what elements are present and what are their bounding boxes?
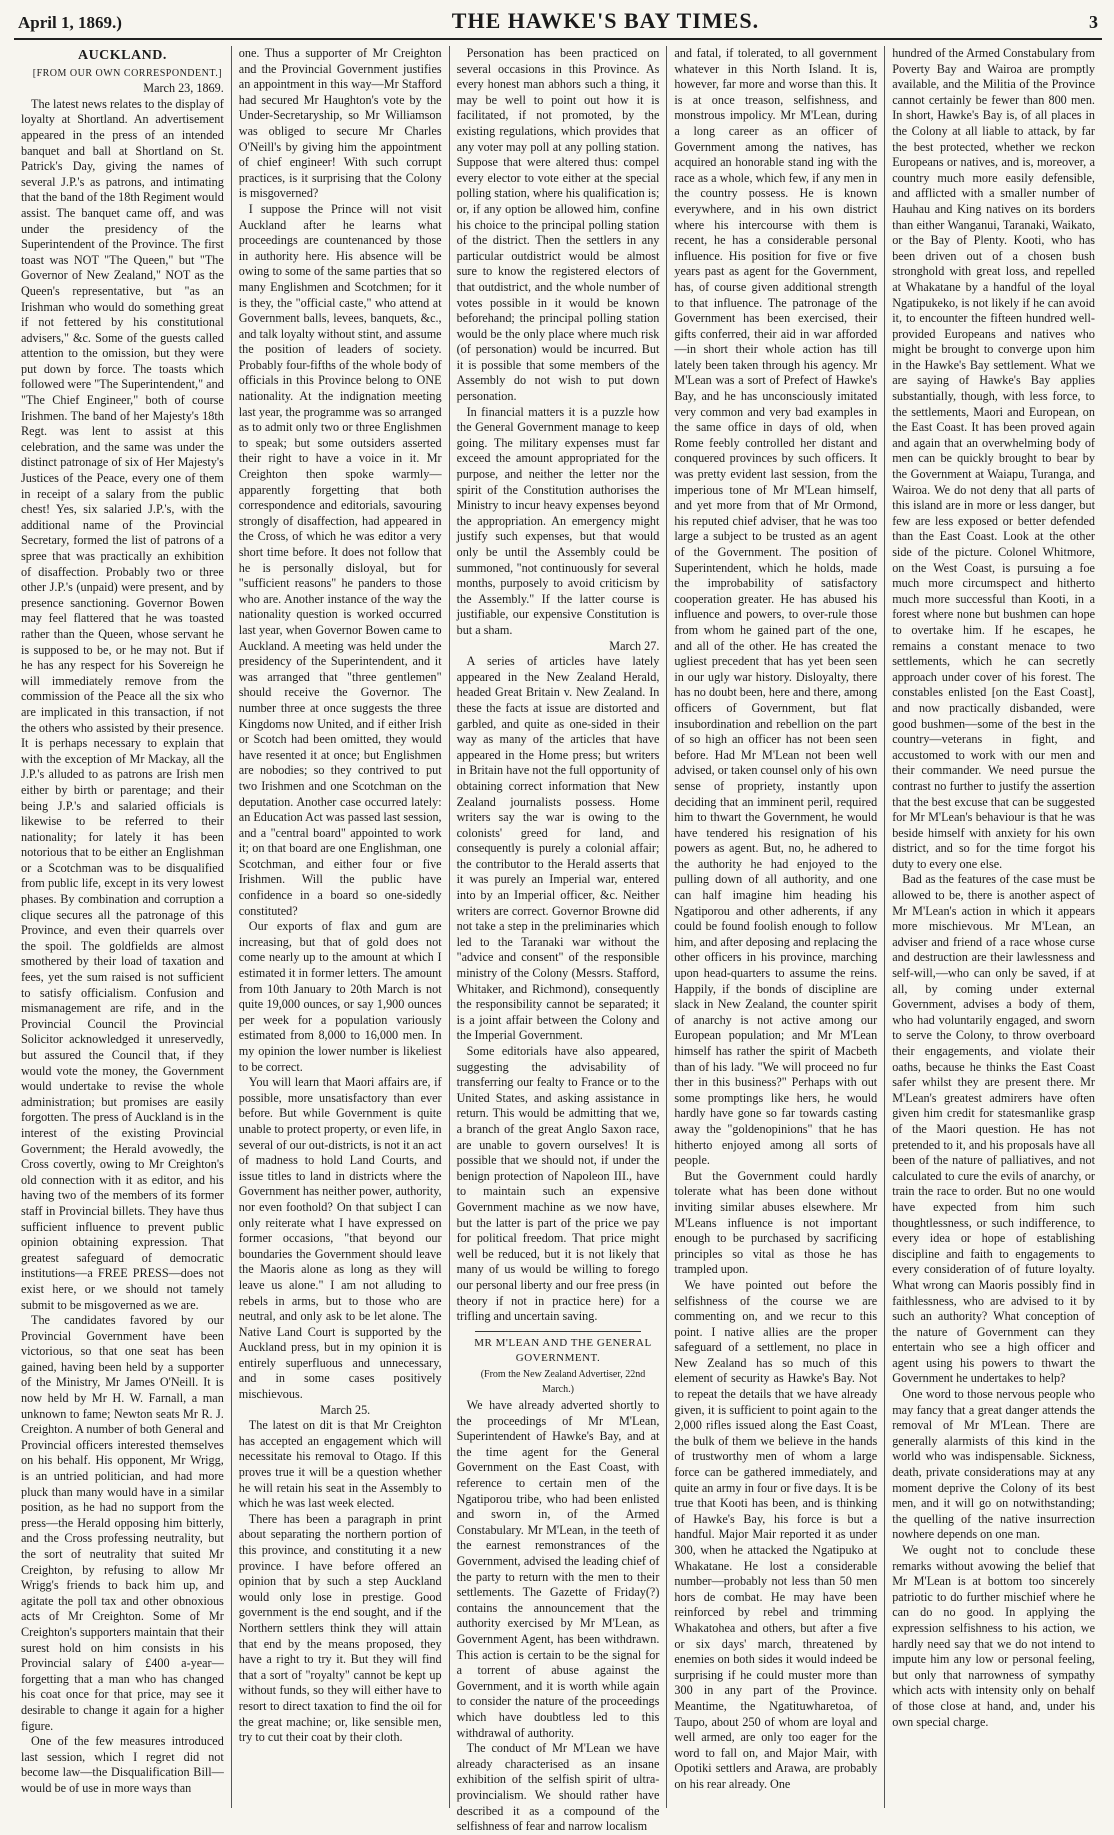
- dateline: March 27.: [609, 638, 660, 653]
- columns: [14, 46, 1102, 1834]
- paragraph: and fatal, if tolerated, to all government whatever in this North Island. It is, however, far more and worse than this. It is at once treason, selfishness, and monstrous impolicy. Mr M'Lean, during a long career as an officer of Government among the natives, has acquired an honorable stand ing with the race as a whole, which few, if any men in the country possess. He is known everywhere, and in his own district where his intercourse with them is recent, he has a considerable personal influence. His position for five or five years past as agent for the Government, has, of course given additional strength to that influence. The patronage of the Government has been exercised, their gifts conferred, their aid in war afforded—in short their whole action has till lately been taken through his agency. Mr M'Lean was a sort of Prefect of Hawke's Bay, and he has unconsciously imitated very common and very bad examples in the same office in days of old, when Rome feebly controlled her distant and conquered provinces by such officers. It was pretty evident last session, from the imperious tone of Mr M'Lean himself, and yet more from that of Mr Ormond, his reputed chief adviser, that he was too large a subject to be trusted as an agent of the Government. The position of Superintendent, which he holds, made the improbability of satisfactory cooperation greater. He has abused his influence and powers, to over-rule those from whom he gained part of the one, and all of the other. He has created the ugliest precedent that has yet been seen in our ugly war history. Disloyalty, there has no doubt been, here and there, among officers of Government, but flat insubordination and rebellion on the part of so high an officer has not been seen before. Had Mr M'Lean not been well advised, or taken counsel only of his own sense of propriety, instantly upon deciding that an imminent peril, required him to thwart the Government, he would have tendered his resignation of his powers as agent. But, no, he adhered to the authority he had enjoyed to the pulling down of all authority, and one can half imagine him heading his Ngatiporou and other adherents, if any could be found foolish enough to follow him, and after deposing and replacing the other officers in his province, marching upon head-quarters to assume the reins. Happily, if the bonds of discipline are slack in New Zealand, the counter spirit of anarchy is not active among our European population; and Mr M'Lean himself has rather the spirit of Macbeth than of his lady. "We will proceed no fur ther in this business?" Perhaps with out some promptings like hers, he would hardly have gone so far towards casting away the "goldenopinions" that he has hitherto enjoyed among all sorts of people.: [674, 46, 878, 1168]
- article-title: MR M'LEAN AND THE GENERAL GOVERNMENT.: [474, 1336, 652, 1365]
- page-number: 3: [1088, 12, 1098, 32]
- paragraph: One of the few measures introduced last session, which I regret did not become law—the Disqualification Bill—would be of use in more ways than: [21, 1734, 224, 1795]
- newspaper-title: THE HAWKE'S BAY TIMES.: [451, 8, 760, 33]
- paragraph: hundred of the Armed Constabulary from Poverty Bay and Wairoa are promptly available, and the Militia of the Province cannot certainly be fewer than 800 men. In short, Hawke's Bay is, of all places in the Colony at all liable to attack, by far the best protected, whether we reckon Europeans or natives, and is, moreover, a country much more easily defensible, and afflicted with a smaller number of Hauhau and King natives on its borders than either Wanganui, Taranaki, Waikato, or the Bay of Plenty. Kooti, who has been driven out of a chosen bush stronghold with great loss, and repelled at Whakatane by a handful of the loyal Ngatipukeko, is not likely if he can avoid it, to encounter the fifteen hundred well-provided Europeans and natives who might be brought to converge upon him in the Hawke's Bay settlement. What we are saying of Hawke's Bay applies substantially, though, with less force, to the settlements, Maori and European, on the East Coast. It has been proved again and again that an overwhelming body of men can be quickly brought to bear by the Government at Waiapu, Turanga, and Wairoa. We do not deny that all parts of this island are in more or less danger, but few are less exposed or better defended than the East Coast. Look at the other side of the picture. Colonel Whitmore, on the West Coast, is pursuing a foe much more circumspect and hitherto much more successful than Kooti, in a forest where none but bushmen can hope to overtake him. If he escapes, he remains a constant menace to two settlements, which he can secretly approach under cover of his forest. The constables enlisted [on the East Coast], and now practically disbanded, were good bushmen—some of the best in the country—veterans in fight, and accustomed to work with our men and their commander. We need pursue the contrast no further to justify the assertion that the best excuse that can be suggested for Mr M'Lean's behaviour is that he was beside himself with anxiety for his own district, and so for the time forgot his duty to every one else.: [892, 46, 1095, 871]
- column-1: [14, 46, 232, 1808]
- paragraph: There has been a paragraph in print about separating the northern portion of this province, and constituting it a new province. I have before offered an opinion that by such a step Auckland would only lose in prestige. Good government is the end sought, and if the Northern settlers think they will attain that end by the means proposed, they have a right to try it. But they will find that a sort of "royalty" cannot be kept up without funds, so they will either have to resort to direct taxation to find the oil for the great machine; or, like sensible men, try to cut their coat by their cloth.: [238, 1511, 442, 1745]
- article-source: (From the New Zealand Advertiser, 22nd March.): [480, 1368, 646, 1396]
- divider: [475, 1331, 642, 1332]
- paragraph: You will learn that Maori affairs are, if possible, more unsatisfactory than ever before. But while Government is quite unable to protect property, or even life, in several of our out-districts, is not it an act of madness to hold Land Courts, and issue titles to land in districts where the Government has neither power, authority, nor even foothold? On that subject I can only reiterate what I have expressed on former occasions, "that beyond our boundaries the Government should leave the Maoris alone as long as they will leave us alone." I am not alluding to rebels in arms, but to those who are neutral, and only ask to be let alone. The Native Land Court is supported by the Auckland press, but in my opinion it is entirely superfluous and unnecessary, and in some cases positively mischievous.: [238, 1075, 442, 1402]
- paragraph: Personation has been practiced on several occasions in this Province. As every honest man abhors such a thing, it may be well to point out how it is facilitated, if not promoted, by the existing regulations, which provides that any voter may poll at any polling station. Suppose that were altered thus: compel every elector to vote either at the special polling station, where his qualification is; or, if any option be allowed him, confine his choice to the principal polling station of the district. Then the settlers in any particular outdistrict would be almost sure to know the registered electors of that outdistrict, and the whole number of votes possible in it would be known beforehand; the principal polling station would be the only place where much risk (of personation) would be incurred. But it is possible that some members of the Assembly do not wish to put down personation.: [456, 46, 660, 404]
- paragraph: Bad as the features of the case must be allowed to be, there is another aspect of Mr M'Lean's action in which it appears more mischievous. Mr M'Lean, an adviser and friend of a race whose curse and destruction are their lawlessness and self-will,—who can only be saved, if at all, by coming under external Government, advises a body of them, who had voluntarily engaged, and sworn to serve the Colony, to throw overboard their engagements, and violate their oaths, because he thinks the East Coast safer whilst they are present there. Mr M'Lean's greatest admirers have often given him credit for statesmanlike grasp of the Maori question. He has not pretended to it, and his proposals have all been of the nature of palliatives, and not calculated to cure the evils of anarchy, or train the race to order. But no one would have expected from him such thoughtlessness, or such indifference, to every idea or hope of establishing discipline and faith to engagements to every consideration of of future loyalty. What wrong can Maoris possibly find in faithlessness, who are advised to it by such an authority? What conception of the nature of Government can they entertain who see a high officer and agent using his powers to thwart the Government he undertakes to help?: [892, 872, 1095, 1386]
- paragraph: The latest on dit is that Mr Creighton has accepted an engagement which will necessitate his removal to Otago. If this proves true it will be a question whether he will retain his seat in the Assembly to which he was last week elected.: [238, 1418, 442, 1511]
- issue-date: April 1, 1869.): [18, 13, 122, 32]
- dateline: March 23, 1869.: [143, 81, 224, 96]
- masthead: [14, 8, 1102, 40]
- column-4: [667, 46, 885, 1808]
- paragraph: One word to those nervous people who may fancy that a great danger attends the removal of Mr M'Lean. There are generally alarmists of this kind in the world who was indispensable. Sickness, death, private considerations may at any moment deprive the Colony of its best men, and it will go on notwithstanding; the quelling of the native insurrection nowhere depends on one man.: [892, 1387, 1095, 1542]
- column-3: [450, 46, 668, 1834]
- paragraph: The latest news relates to the display of loyalty at Shortland. An advertisement appeared in the press of an intended banquet and ball at Shortland on St. Patrick's Day, giving the names of several J.P.'s as patrons, and intimating that the band of the 18th Regiment would assist. The banquet came off, and was under the presidency of the Superintendent of the Province. The first toast was NOT "The Queen," but "The Governor of New Zealand," NOT as the Queen's representative, but "as an Irishman who would do something great if not fettered by his constitutional advisers," &c. Some of the guests called attention to the omission, but they were put down by force. The toasts which followed were "The Superintendent," and "The Chief Engineer," both of course Irishmen. The band of her Majesty's 18th Regt. was lent to assist at this celebration, and the same was under the distinct patronage of six of Her Majesty's Justices of the Peace, every one of them in receipt of a salary from the public chest! Yes, six salaried J.P.'s, with the additional name of the Provincial Secretary, formed the list of patrons of a spree that was practically an exhibition of disaffection. Probably two or three other J.P.'s (unpaid) were present, and by presence sanctioning. Governor Bowen may feel flattered that he was toasted rather than the Queen, whose servant he is supposed to be, or he may not. But if he has any respect for his Sovereign he will immediately remove from the commission of the Peace all the six who are implicated in this transaction, if not the others who assisted by their presence. It is perhaps necessary to explain that with the exception of Mr Mackay, all the J.P.'s alluded to as patrons are Irish men either by birth or parentage; and their being J.P.'s and salaried officials is likewise to be referred to their nationality; for lately it has been notorious that to be either an Englishman or a Scotchman was to be disqualified from public life, except in its very lowest phases. By combination and corruption a clique secures all the patronage of this Province, and even their quarrels over the spoil. The goldfields are almost smothered by their load of taxation and fees, yet the sum raised is not sufficient to satisfy officialism. Confusion and mismanagement are rife, and in the Provincial Council the Provincial Solicitor acknowledged it unreservedly, but assured the Council that, if they would vote the money, the Government would undertake to revise the whole administration; but promises are easily forgotten. The press of Auckland is in the interest of the existing Provincial Government; the Herald avowedly, the Cross covertly, owing to Mr Creighton's old connection with it as editor, and his having two of the members of its former staff in Provincial billets. They have thus sufficient influence to prevent public opinion obtaining expression. That greatest safeguard of democratic institutions—a FREE PRESS—does not exist here, or we should not tamely submit to be misgoverned as we are.: [21, 96, 224, 1312]
- byline: [FROM OUR OWN CORRESPONDENT.]: [32, 67, 223, 79]
- paragraph: We have already adverted shortly to the proceedings of Mr M'Lean, Superintendent of Hawke's Bay, and at the time agent for the General Government on the East Coast, with reference to certain men of the Ngatiporou tribe, who had been enlisted and sworn in, of the Armed Constabulary. Mr M'Lean, in the teeth of the earnest remonstrances of the Government, advised the leading chief of the party to return with the men to their settlements. The Gazette of Friday(?) contains the announcement that the authority exercised by Mr M'Lean, as Government Agent, has been withdrawn. This action is certain to be the signal for a torrent of abuse against the Government, and it is worth while again to consider the nature of the proceedings which have doubtless led to this withdrawal of authority.: [456, 1398, 660, 1740]
- column-2: [232, 46, 450, 1808]
- section-title-auckland: AUCKLAND.: [77, 48, 167, 63]
- paragraph: Some editorials have also appeared, suggesting the advisability of transferring our fealty to France or to the United States, and asking assistance in return. This would be admitting that we, a branch of the great Anglo Saxon race, are unable to govern ourselves! It is possible that we should not, if under the benign protection of Napoleon III., have to maintain such an expensive Government machine as we now have, but the latter is part of the price we pay for political freedom. That price might well be reduced, but it is not likely that many of us would be willing to forego our personal liberty and our free press (in theory if not in practice here) for a trifling and uncertain saving.: [456, 1044, 660, 1324]
- dateline: March 25.: [320, 1402, 371, 1417]
- paragraph: But the Government could hardly tolerate what has been done without inviting similar abuses elsewhere. Mr M'Leans influence is not important enough to be purchased by sacrificing principles so vital as those he has trampled upon.: [674, 1168, 878, 1277]
- paragraph: I suppose the Prince will not visit Auckland after he learns what proceedings are countenanced by those in authority here. His absence will be owing to some of the same parties that so many Englishmen and Scotchmen; for it is they, the "official caste," who attend at Government balls, levees, banquets, &c., and talk loyalty without stint, and assume the position of leaders of society. Probably four-fifths of the whole body of officials in this Province belong to ONE nationality. At the indignation meeting last year, the programme was so arranged as to admit only two or three Englishmen to speak; but some outsiders asserted their right to have a voice in it. Mr Creighton then spoke warmly—apparently forgetting that both correspondence and editorials, savouring strongly of disaffection, had appeared in the Cross, of which he was editor a very short time before. It does not follow that he is personally disloyal, but for "sufficient reasons" he panders to those who are. Another instance of the way the nationality question is worked occurred last year, when Governor Bowen came to Auckland. A meeting was held under the presidency of the Superintendent, and it was arranged that "three gentlemen" should receive the Governor. The number three at once suggests the three Kingdoms now United, and if either Irish or Scotch had been omitted, they would have resented it at once; but Englishmen are nobodies; so they contrived to put two Irishmen and one Scotchman on the deputation. Another case occurred lately: an Education Act was passed last session, and a "central board" appointed to work it; on that board are one Englishman, one Scotchman, and either four or five Irishmen. Will the public have confidence in a board so one-sidedly constituted?: [238, 201, 442, 918]
- paragraph: The conduct of Mr M'Lean we have already characterised as an insane exhibition of the selfish spirit of ultra-provincialism. We should rather have described it as a compound of the selfishness of fear and narrow localism: [456, 1741, 660, 1834]
- paragraph: The candidates favored by our Provincial Government have been victorious, so that one seat has been gained, having been held by a supporter of the Ministry, Mr James O'Neill. It is now held by Mr H. W. Farnall, a man unknown to fame; Newton seats Mr R. J. Creighton. A number of both General and Provincial officers interested themselves on his behalf. His opponent, Mr Wrigg, is an untried politician, and had more pluck than many would have in a similar position, as he had no support from the press—the Herald opposing him bitterly, and the Cross professing neutrality, but the sort of neutrality that suited Mr Creighton, by refusing to allow Mr Wrigg's friends to back him up, and agitate the poll tax and other obnoxious acts of Mr Creighton. Some of Mr Creighton's supporters maintain that their surest hold on him consists in his Provincial salary of £400 a-year—forgetting that a man who has changed his coat once for that price, may see it desirable to change it again for a higher figure.: [21, 1313, 224, 1733]
- paragraph: Our exports of flax and gum are increasing, but that of gold does not come nearly up to the amount at which I estimated it in former letters. The amount from 10th January to 20th March is not quite 19,000 ounces, or say 1,900 ounces per week for a population variously estimated from 8,000 to 16,000 men. In my opinion the lower number is likeliest to be correct.: [238, 919, 442, 1074]
- paragraph: one. Thus a supporter of Mr Creighton and the Provincial Government justifies an appointment in this way—Mr Stafford had secured Mr Haughton's vote by the Under-Secretaryship, so Mr Williamson was obliged to secure Mr Charles O'Neill's by giving him the appointment of chief engineer! With such corrupt practices, is it surprising that the Colony is misgoverned?: [238, 46, 442, 201]
- paragraph: In financial matters it is a puzzle how the General Government manage to keep going. The military expenses must far exceed the amount appropriated for the purpose, and neither the letter nor the spirit of the Constitution authorises the Ministry to incur heavy expenses beyond the appropriation. An emergency might justify such expenses, but that would only be until the Assembly could be summoned, "not continuously for several months, purposely to avoid criticism by the Assembly." If the latter course is justifiable, our expensive Constitution is but a sham.: [456, 404, 660, 637]
- paragraph: A series of articles have lately appeared in the New Zealand Herald, headed Great Britain v. New Zealand. In these the facts at issue are distorted and garbled, and quite as one-sided in their way as many of the articles that have appeared in the Home press; but writers in Britain have not the full opportunity of obtaining correct information that New Zealand journalists possess. Home writers say the war is owing to the colonists' greed for land, and consequently is purely a colonial affair; the contributor to the Herald asserts that it was purely an Imperial war, entered into by an Imperial officer, &c. Neither writers are correct. Governor Browne did not take a step in the preliminaries which led to the Taranaki war without the "advice and consent" of the responsible ministry of the Colony (Messrs. Stafford, Whitaker, and Richmond), consequently the responsibility cannot be separated; it is a joint affair between the Colony and the Imperial Government.: [456, 654, 660, 1043]
- column-5: [885, 46, 1102, 1808]
- paragraph: We have pointed out before the selfishness of the course we are commenting on, and we recur to this point. I native allies are the proper safeguard of a settlement, no place in New Zealand has so much of this element of security as Hawke's Bay. Not to repeat the details that we have already given, it is sufficient to point again to the 2,000 rifles issued along the East Coast, the bulk of them we believe in the hands of trustworthy men of whom a large force can be gathered immediately, and quite an army in four or five days. It is be true that Kooti has been, and is thinking of Hawke's Bay, his force is but a handful. Major Mair reported it as under 300, when he attacked the Ngatipuko at Whakatane. He lost a considerable number—probably not less than 50 men hors de combat. He may have been reinforced by rebel and trimming Whakatohea and others, but after a five or six days' march, threatened by enemies on both sides it would indeed be surprising if he could muster more than 300 in any part of the Province. Meantime, the Ngatituwharetoa, of Taupo, about 250 of whom are loyal and well armed, are only too eager for the word to fall on, and Major Mair, with Opotiki settlers and Arawa, are probably on his rear already. One: [674, 1277, 878, 1791]
- paragraph: We ought not to conclude these remarks without avowing the belief that Mr M'Lean is at bottom too sincerely patriotic to do further mischief where he can do no good. In applying the expression selfishness to his action, we hardly need say that we do not intend to impute him any low or personal feeling, but only that narrowness of sympathy which acts with intensity only on behalf of those close at hand, and, under his own special charge.: [892, 1543, 1095, 1729]
